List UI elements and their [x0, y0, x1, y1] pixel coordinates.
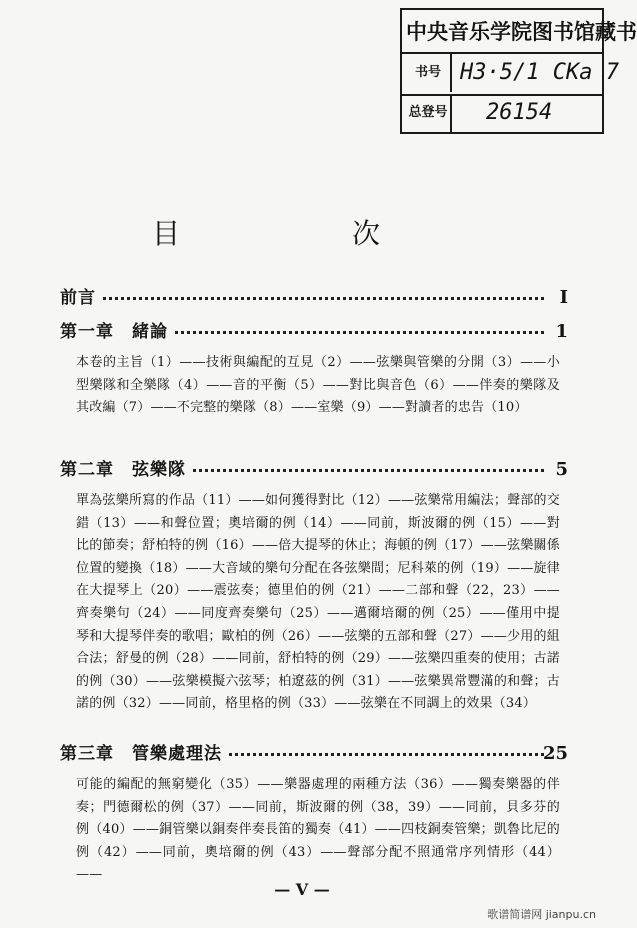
- stamp-register-row: [402, 94, 602, 134]
- stamp-call-label: 书号: [406, 54, 452, 92]
- toc-entry-page: 25: [542, 743, 568, 764]
- chapter-2-summary: 單為弦樂所寫的作品（11）——如何獲得對比（12）——弦樂常用編法；聲部的交錯（13）——和聲位置；奧培爾的例（14）——同前，斯波爾的例（15）——對比的節奏；舒柏特的例（16）——倍大提琴的休止；海頓的例（17）——弦樂關係位置的變換（18）——大音域的樂句分配在各弦樂間；尼科萊的例（19）——旋律在大提琴上（20）——震弦奏；德里伯的例（21）——二部和聲（22，23）——齊奏樂句（24）——同度齊奏樂句（25）——邁爾培爾的例（25）——僅用中提琴和大提琴伴奏的歌唱；歐柏的例（26）——弦樂的五部和聲（27）——少用的組合法；舒曼的例（28）——同前，舒柏特的例（29）——弦樂四重奏的使用；古諾的例（30）——弦樂模擬六弦琴；柏遼茲的例（31）——弦樂異常豐滿的和聲；古諾的例（32）——同前，格里格的例（33）——弦樂在不同調上的效果（34）: [76, 493, 560, 712]
- site-watermark: 歌谱简谱网 jianpu.cn: [487, 908, 596, 921]
- toc-entry-page: I: [559, 287, 568, 308]
- toc-entry-page: 5: [555, 459, 568, 480]
- page-number-footer: — V —: [274, 880, 330, 899]
- stamp-register-label: 总登号: [406, 94, 452, 132]
- toc-entry-chapter-3[interactable]: [60, 740, 568, 768]
- page-title: 目 次: [151, 217, 452, 250]
- leader-dots: [60, 297, 544, 300]
- toc-entry-preface[interactable]: [60, 284, 568, 312]
- toc-entry-title: 第二章 弦樂隊: [60, 460, 192, 480]
- toc-entry-title: 第一章 緒論: [60, 322, 174, 342]
- stamp-library-name: 中央音乐学院图书馆藏书: [402, 10, 602, 54]
- library-stamp: [400, 8, 637, 134]
- stamp-call-row: [402, 54, 619, 96]
- toc-entry-chapter-1[interactable]: [60, 318, 568, 346]
- toc-entry-chapter-2[interactable]: [60, 456, 568, 484]
- toc-entry-page: 1: [555, 321, 568, 342]
- toc-entry-title: 前言: [60, 288, 102, 308]
- chapter-1-summary: 本卷的主旨（1）——技術與編配的互見（2）——弦樂與管樂的分開（3）——小型樂隊和全樂隊（4）——音的平衡（5）——對比與音色（6）——伴奏的樂隊及其改編（7）——不完整的樂隊（8）——室樂（9）——對讀者的忠告（10）: [76, 355, 560, 416]
- stamp-register-number: 26154: [486, 100, 553, 125]
- chapter-3-summary: 可能的編配的無窮變化（35）——樂器處理的兩種方法（36）——獨奏樂器的伴奏；門德爾松的例（37）——同前，斯波爾的例（38，39）——同前，貝多芬的例（40）——銅管樂以銅奏伴奏長笛的獨奏（41）——四枝銅奏管樂；凱魯比尼的例（42）——同前，奧培爾的例（43）——聲部分配不照通常序列情形（44）——: [76, 777, 560, 883]
- stamp-call-number: H3·5/1 CKa 7: [460, 60, 619, 85]
- toc-entry-title: 第三章 管樂處理法: [60, 744, 228, 764]
